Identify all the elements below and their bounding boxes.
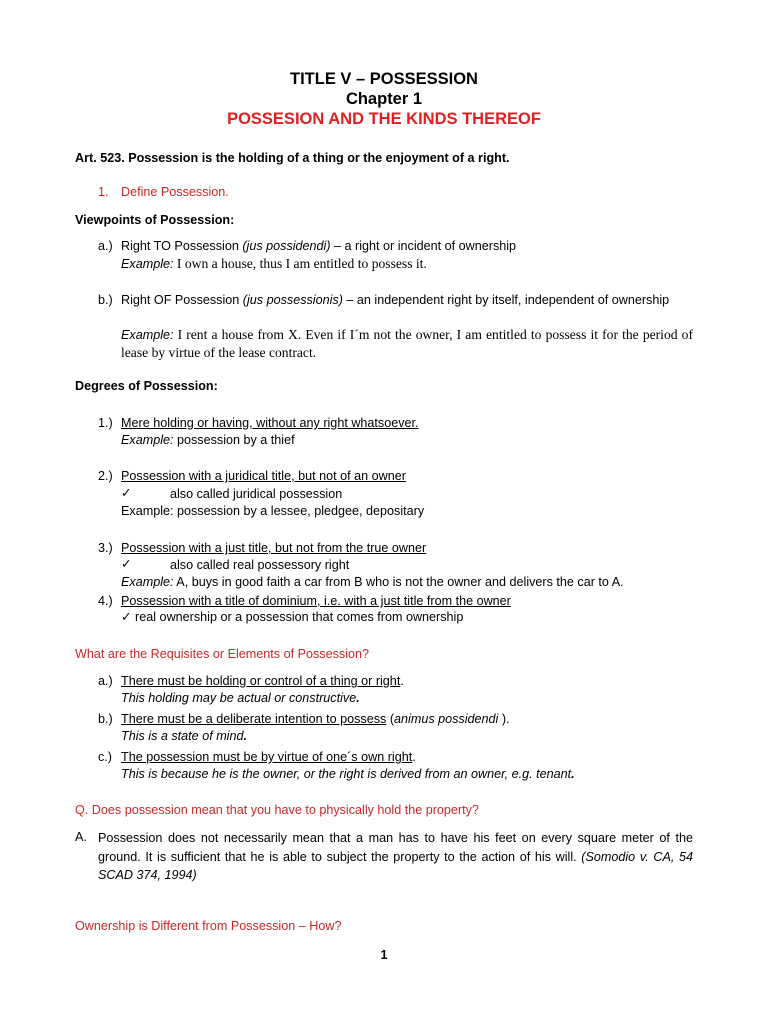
define-number: 1. [98,185,109,199]
requisite-b-text: There must be a deliberate intention to possess (animus possidendi ). [121,712,510,726]
degree-2-text: Possession with a juridical title, but not of an owner [121,469,406,483]
viewpoints-heading: Viewpoints of Possession: [75,213,235,227]
requisite-b-label: b.) [98,712,113,726]
degree-2-example: Example: possession by a lessee, pledgee, depositary [121,504,425,518]
degree-2-note: also called juridical possession [170,487,343,501]
degree-3-example: Example: A, buys in good faith a car from B who is not the owner and delivers the car to A. [121,575,624,589]
viewpoint-a-example: Example: I own a house, thus I am entitled to possess it. [121,256,427,271]
requisite-c-note: This is because he is the owner, or the right is derived from an owner, e.g. tenant. [121,767,575,781]
requisite-a-label: a.) [98,674,113,688]
requisite-c-label: c.) [98,750,112,764]
requisite-b-note: This is a state of mind. [121,729,247,743]
degree-4-label: 4.) [98,594,113,608]
degree-3-text: Possession with a just title, but not from the true owner [121,541,427,555]
article-statement: Art. 523. Possession is the holding of a thing or the enjoyment of a right. [75,151,510,165]
degree-3-label: 3.) [98,541,113,555]
degree-2-label: 2.) [98,469,113,483]
requisites-heading: What are the Requisites or Elements of Possession? [75,647,369,661]
answer-label: A. [75,830,87,844]
viewpoint-a-text: Right TO Possession (jus possidendi) – a right or incident of ownership [121,239,517,253]
page-number: 1 [380,948,388,962]
checkmark-icon: ✓ [121,610,132,624]
question-text: Q. Does possession mean that you have to physically hold the property? [75,803,479,817]
viewpoint-a-label: a.) [98,239,113,253]
checkmark-icon: ✓ [121,557,132,571]
degree-4-text: Possession with a title of dominium, i.e. with a just title from the owner [121,594,511,608]
checkmark-icon: ✓ [121,486,132,500]
degree-1-label: 1.) [98,416,113,430]
define-heading: Define Possession. [121,185,229,199]
degree-3-note: also called real possessory right [170,558,350,572]
degrees-heading: Degrees of Possession: [75,379,218,393]
viewpoint-b-text: Right OF Possession (jus possessionis) – an independent right by itself, independent of ownership [121,293,670,307]
requisite-c-text: The possession must be by virtue of one´s own right. [121,750,416,764]
requisite-a-note: This holding may be actual or constructive. [121,691,360,705]
chapter-heading: Chapter 1 [345,90,423,108]
answer-text: Possession does not necessarily mean that a man has to have his feet on every square meter of the ground. It is sufficient that he is able to subject the property to the action of his will. (Somodio v. CA, 54 SCAD 374, 1994) [98,831,694,882]
degree-1-text: Mere holding or having, without any right whatsoever. [121,416,419,430]
requisite-a-text: There must be holding or control of a thing or right. [121,674,404,688]
viewpoint-b-example: Example: I rent a house from X. Even if I´m not the owner, I am entitled to possess it for the period of lease by virtue of the lease contract. [121,327,693,360]
viewpoint-b-label: b.) [98,293,113,307]
document-title: TITLE V – POSSESSION [290,70,478,88]
degree-1-example: Example: possession by a thief [121,433,295,447]
degree-4-note: ✓ real ownership or a possession that comes from ownership [121,610,464,624]
chapter-subtitle: POSSESION AND THE KINDS THEREOF [227,110,541,128]
ownership-heading: Ownership is Different from Possession – How? [75,919,342,933]
